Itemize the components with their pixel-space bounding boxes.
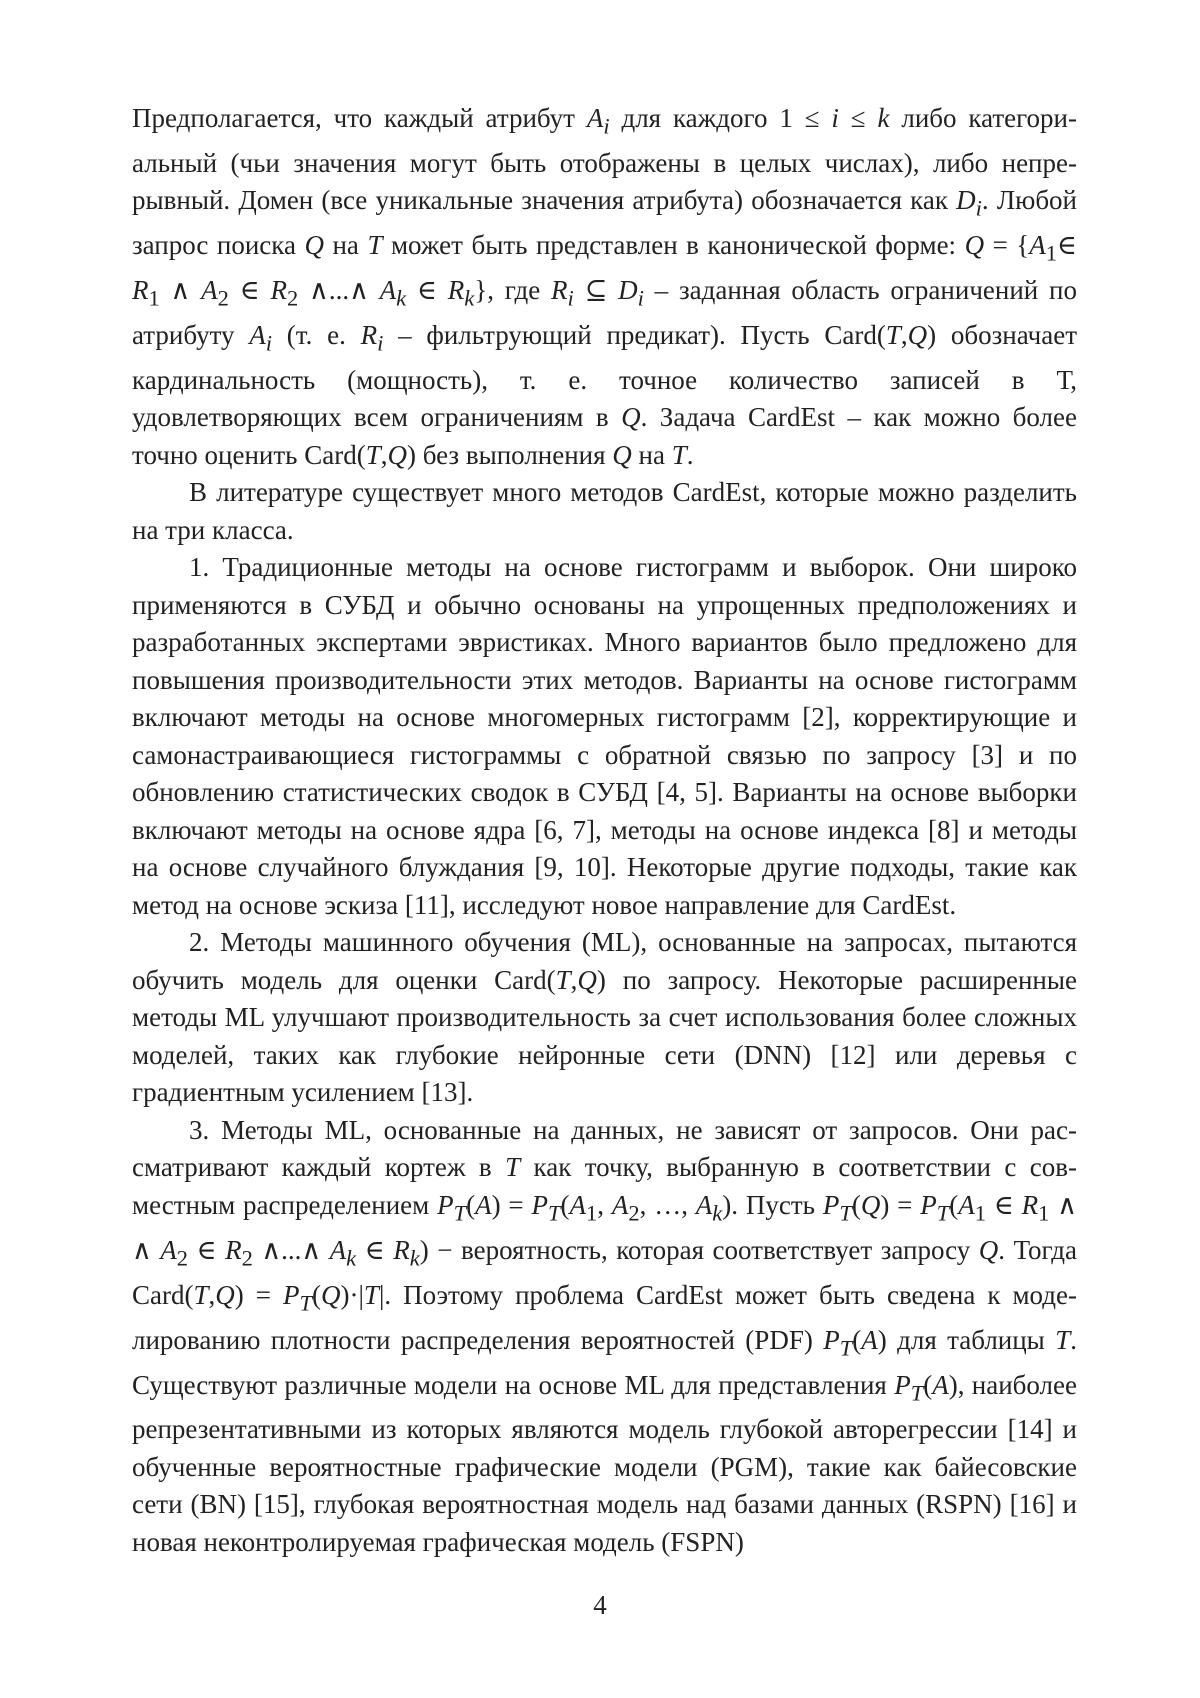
paragraph: 1. Традиционные методы на основе гистограмм и выборок. Они широко применяются в СУБД и обычно основаны на упрощенных предположениях и разработанных экспертами эвристиках. Много вариантов было предложено для повышения производительности этих методов. Варианты на основе гистограмм включают методы на основе многомерных гистограмм [2], корректирующие и самонастраивающиеся гистограммы с обратной связью по запросу [3] и по обновлению статистических сводок в СУБД [4, 5]. Варианты на основе выборки включают методы на основе ядра [6, 7], методы на основе индекса [8] и методы на основе случайного блуждания [9, 10]. Некоторые другие подходы, такие как метод на основе эскиза [11], исследуют новое направление для CardEst. — [132, 552, 1077, 920]
paragraph: В литературе существует много методов CardEst, которые можно разделить на три класса. — [132, 477, 1077, 545]
paragraph: 2. Методы машинного обучения (ML), основанные на запросах, пытаются обучить модель для оценки Card(T,Q) по запросу. Некоторые расширенные методы ML улучшают производительность за счет использования более сложных моделей, таких как глубокие нейронные сети (DNN) [12] или деревья с градиентным усилением [13]. — [132, 927, 1077, 1108]
paragraph: 3. Методы ML, основанные на данных, не зависят от запросов. Они рассматривают каждый кортеж в T как точку, выбранную в соответствии с совместным распределением $P_T(A) = P_T(A_1$, $A_2$, …, $A_k$). Пусть $P_T(Q) = P_T(A_1$ ∈ $R_1$ ∧ ∧ $A_2$ ∈ $R_2$ ∧...∧ $A_k$ ∈ $R_k$) − вероятность, которая соответствует запросу Q. Тогда Card(T,Q) = $P_T(Q)\cdot|T|$. Поэтому проблема CardEst может быть сведена к моделированию плотности распределения вероятностей (PDF) $P_T(A)$ для таблицы T. Существуют различные модели на основе ML для представления $P_T(A)$, наиболее репрезентативными из которых являются модель глубокой авторегрессии [14] и обученные вероятностные графические модели (PGM), такие как байесовские сети (BN) [15], глубокая вероятностная модель над базами данных (RSPN) [16] и новая неконтролируемая графическая модель (FSPN) — [132, 1114, 1078, 1557]
paragraph: Предполагается, что каждый атрибут $A_i$ для каждого 1 ≤ i ≤ k либо категориальный (чьи значения могут быть отображены в целых числах), либо непрерывный. Домен (все уникальные значения атрибута) обозначается как $D_i$. Любой запрос поиска Q на T может быть представлен в канонической форме: $Q = \{A_1\in$ $R_1$ ∧ $A_2$ ∈ $R_2$ ∧...∧ $A_k$ ∈ $R_k$}, где $R_i$ ⊆ $D_i$ – заданная область ограничений по атрибуту $A_i$ (т. е. $R_i$ – фильтрующий предикат). Пусть Card(T,Q) обозначает кардинальность (мощность), т. е. точное количество записей в Т, удовлетворяющих всем ограничениям в Q. Задача CardEst – как можно более точно оценить Card(T,Q) без выполнения Q на T. — [132, 103, 1078, 470]
body-text — [132, 100, 1077, 1561]
page-number: 4 — [593, 1590, 607, 1620]
